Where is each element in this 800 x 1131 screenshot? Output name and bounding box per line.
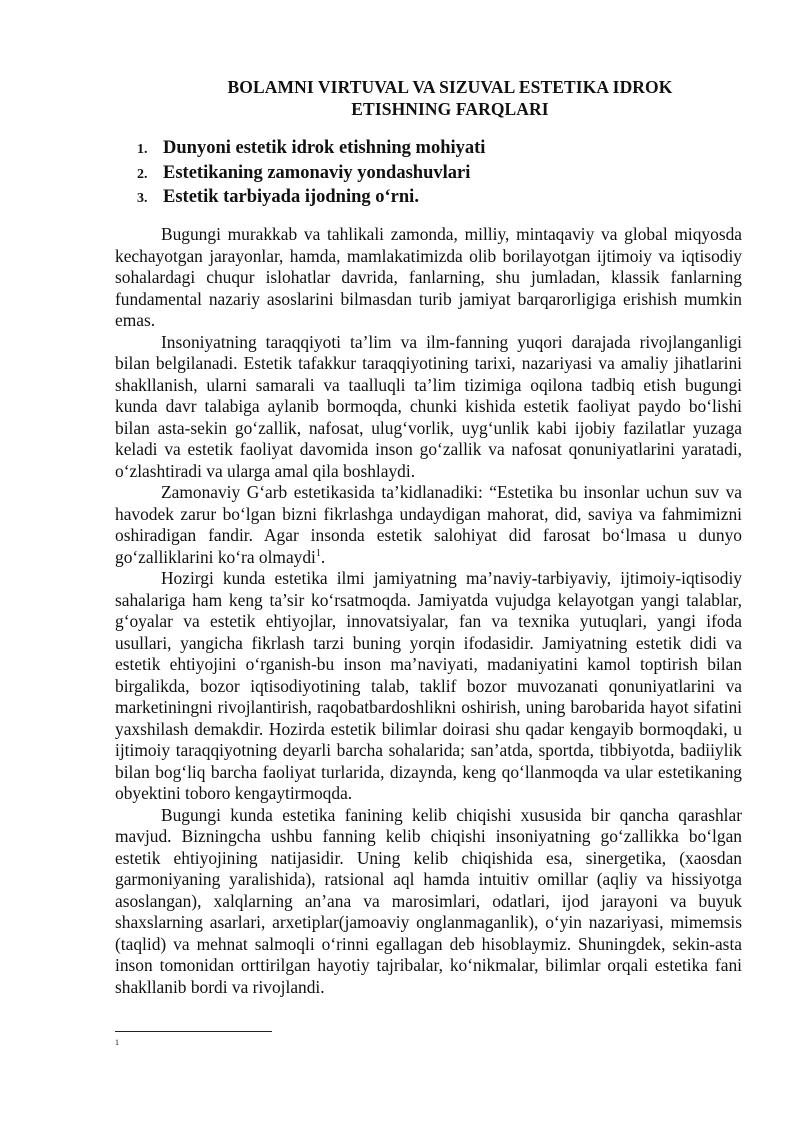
document-title (160, 76, 740, 120)
topic-number: 2. (137, 166, 148, 182)
topic-number: 3. (137, 191, 148, 206)
footnote-separator (115, 1031, 272, 1032)
footnote-reference[interactable]: 1 (315, 547, 321, 559)
topic-text: Estetik tarbiyada ijodning o‘rni. (163, 187, 419, 207)
document-body (115, 224, 742, 998)
paragraph-3-tail: . (320, 546, 326, 567)
footnote-mark: 1 (115, 1038, 119, 1047)
paragraph-5: Bugungi kunda estetika fanining kelib chiqishi xususida bir qancha qarashlar mavjud. Bizningcha ushbu fanning kelib chiqishi insoniyatning go‘zallikka bo‘lgan estetik ehtiyojining natijasidir. Uning kelib chiqishida esa, sinergetika, (xaosdan garmoniyaning yaralishida), ratsional aql hamda intuitiv omillar (aqliy va hissiyotga asoslangan), xalqlarning an’ana va marosimlari, odatlari, ijod jarayoni va buyuk shaxslarning asarlari, arxetiplar(jamoaviy onglanmaganlik), o‘yin nazariyasi, mimemsis (taqlid) va mehnat salmoqli o‘rinni egallagan deb hisoblaymiz. Shuningdek, sekin-asta inson tomonidan orttirilgan hayotiy tajribalar, ko‘nikmalar, bilimlar orqali estetika fani shakllanib bordi va rivojlandi. (115, 804, 742, 997)
topic-text: Estetikaning zamonaviy yondashuvlari (163, 162, 471, 183)
paragraph-3 (115, 482, 742, 568)
topic-item-1 (137, 137, 485, 162)
paragraph-3-text: Zamonaviy G‘arb estetikasida ta’kidlanadiki: “Estetika bu insonlar uchun suv va havodek zarur bo‘lgan bizni fikrlashga undaydigan mahorat, did, saviya va fahmimizni oshiradigan fandir. Agar insonda estetik salohiyat did farosat bo‘lmasa u dunyo go‘zalliklarini ko‘ra olmaydi (115, 482, 742, 567)
topic-number: 1. (137, 142, 148, 157)
paragraph-2: Insoniyatning taraqqiyoti ta’lim va ilm-fanning yuqori darajada rivojlanganligi bilan belgilanadi. Estetik tafakkur taraqqiyotining tarixi, nazariyasi va amaliy jihatlarini shakllanish, ularni samarali va taalluqli ta’lim tizimiga oqilona tadbiq etish bugungi kunda davr talabiga aylanib bormoqda, chunki kishida estetik faoliyat paydo bo‘lishi bilan asta-sekin go‘zallik, nafosat, ulug‘vorlik, uyg‘unlik kabi ijobiy fazilatlar yuzaga keladi va estetik faoliyat davomida inson go‘zallik va nafosat qonuniyatlarini yaratadi, o‘zlashtiradi va ularga amal qila boshlaydi. (115, 331, 742, 481)
topic-item-3 (137, 186, 485, 211)
topic-text: Dunyoni estetik idrok etishning mohiyati (163, 138, 486, 158)
paragraph-1: Bugungi murakkab va tahlikali zamonda, milliy, mintaqaviy va global miqyosda kechayotgan jarayonlar, hamda, mamlakatimizda olib borilayotgan ijtimoiy va iqtisodiy sohalardagi chuqur islohatlar davrida, fanlarning, shu jumladan, klassik fanlarning fundamental nazariy asoslarini bilmasdan turib jamiyat barqarorligiga erishish mumkin emas. (115, 224, 742, 330)
topic-item-2 (137, 162, 485, 187)
paragraph-4: Hozirgi kunda estetika ilmi jamiyatning ma’naviy-tarbiyaviy, ijtimoiy-iqtisodiy sahalariga ham keng ta’sir ko‘rsatmoqda. Jamiyatda vujudga kelayotgan yangi talablar, g‘oyalar va estetik ehtiyojlar, innovatsiyalar, fan va texnika yutuqlari, yangi ifoda usullari, yangicha fikrlash tarzi buning yorqin ifodasidir. Jamiyatning estetik didi va estetik ehtiyojini o‘rganish-bu inson ma’naviyati, madaniyatini kamol toptirish bilan birgalikda, bozor iqtisodiyotining talab, taklif bozor muvozanati qonuniyatlarini va marketiningni rivojlantirish, raqobatbardoshlikni oshirish, uning barobarida hayot sifatini yaxshilash demakdir. Hozirda estetik bilimlar doirasi shu qadar kengayib bormoqdaki, u ijtimoiy taraqqiyotning deyarli barcha sohalarida; san’atda, sportda, tibbiyotda, badiiylik bilan bog‘liq barcha faoliyat turlarida, dizaynda, keng qo‘llanmoqda va ular estetikaning obyektini toboro kengaytirmoqda. (115, 568, 742, 803)
title-line-2: ETISHNING FARQLARI (351, 99, 549, 119)
topic-list (137, 137, 485, 211)
title-line-1: BOLAMNI VIRTUVAL VA SIZUVAL ESTETIKA IDROK (227, 77, 673, 97)
